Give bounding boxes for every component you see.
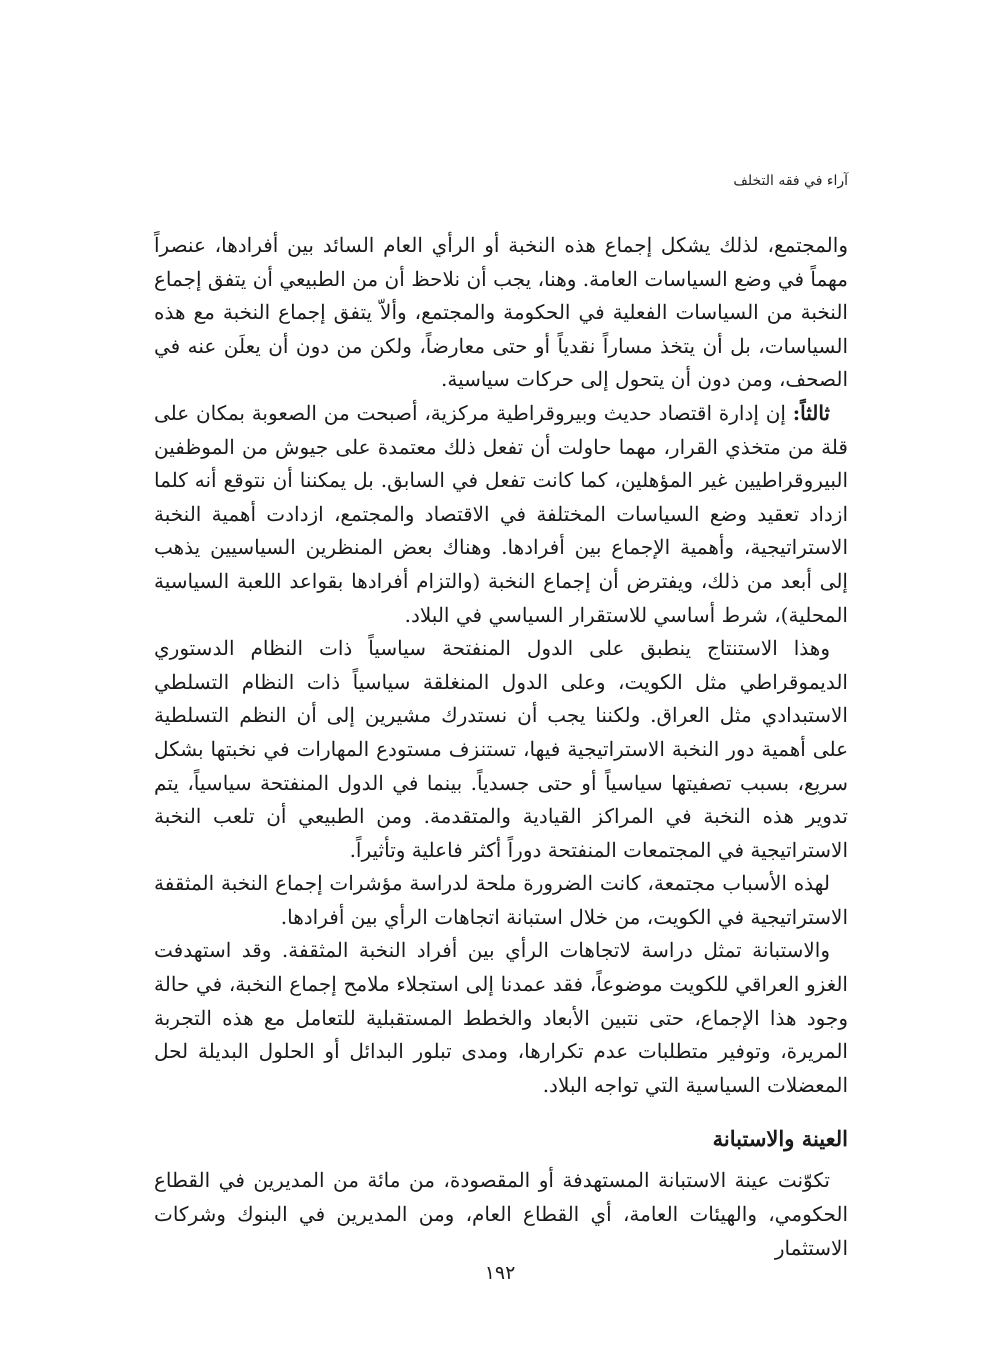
page-number: ١٩٢	[484, 1262, 516, 1284]
paragraph-5: والاستبانة تمثل دراسة لاتجاهات الرأي بين أفراد النخبة المثقفة. وقد استهدفت الغزو العراقي للكويت موضوعاً، فقد عمدنا إلى استجلاء ملامح إجماع النخبة، في حالة وجود هذا الإجماع، حتى نتبين الأبعاد والخطط المستقبلية للتعامل مع هذه التجربة المريرة، وتوفير متطلبات عدم تكرارها، ومدى تبلور البدائل أو الحلول البديلة لحل المعضلات السياسية التي تواجه البلاد.	[154, 938, 848, 1097]
section-heading: العينة والاستبانة	[712, 1126, 848, 1152]
paragraph-2	[154, 397, 848, 632]
section-paragraph: تكوّنت عينة الاستبانة المستهدفة أو المقصودة، من مائة من المديرين في القطاع الحكومي، والهيئات العامة، أي القطاع العام، ومن المديرين في البنوك وشركات الاستثمار	[154, 1168, 848, 1260]
running-header: آراء في فقه التخلف	[733, 173, 848, 189]
paragraph-3: وهذا الاستنتاج ينطبق على الدول المنفتحة سياسياً ذات النظام الدستوري الديموقراطي مثل الكويت، وعلى الدول المنغلقة سياسياً ذات النظام التسلطي الاستبدادي مثل العراق. ولكننا يجب أن نستدرك مشيرين إلى أن النظم التسلطية على أهمية دور النخبة الاستراتيجية فيها، تستنزف مستودع المهارات في نخبتها بشكل سريع، بسبب تصفيتها سياسياً أو حتى جسدياً. بينما في الدول المنفتحة سياسياً، يتم تدوير هذه النخبة في المراكز القيادية والمتقدمة. ومن الطبيعي أن تلعب النخبة الاستراتيجية في المجتمعات المنفتحة دوراً أكثر فاعلية وتأثيراً.	[154, 636, 848, 862]
paragraph-2-text: إن إدارة اقتصاد حديث وبيروقراطية مركزية، أصبحت من الصعوبة بمكان على قلة من متخذي القرار، مهما حاولت أن تفعل ذلك معتمدة على جيوش من الموظفين البيروقراطيين غير المؤهلين، كما كانت تفعل في السابق. بل يمكننا أن نتوقع أنه كلما ازداد تعقيد وضع السياسات المختلفة في الاقتصاد والمجتمع، ازدادت أهمية النخبة الاستراتيجية، وأهمية الإجماع بين أفرادها. وهناك بعض المنظرين السياسيين يذهب إلى أبعد من ذلك، ويفترض أن إجماع النخبة (والتزام أفرادها بقواعد اللعبة السياسية المحلية)، شرط أساسي للاستقرار السياسي في البلاد.	[154, 400, 848, 627]
body-text	[154, 229, 848, 1265]
paragraph-lead: ثالثاً:	[792, 400, 830, 425]
paragraph-4: لهذه الأسباب مجتمعة، كانت الضرورة ملحة لدراسة مؤشرات إجماع النخبة المثقفة الاستراتيجية في الكويت، من خلال استبانة اتجاهات الرأي بين أفرادها.	[154, 871, 848, 929]
paragraph-1: والمجتمع، لذلك يشكل إجماع هذه النخبة أو الرأي العام السائد بين أفرادها، عنصراً مهماً في وضع السياسات العامة. وهنا، يجب أن نلاحظ أن من الطبيعي أن يتفق إجماع النخبة من السياسات الفعلية في الحكومة والمجتمع، وألاّ يتفق إجماع النخبة مع هذه السياسات، بل أن يتخذ مساراً نقدياً أو حتى معارضاً، ولكن من دون أن يعلَن عنه في الصحف، ومن دون أن يتحول إلى حركات سياسية.	[154, 233, 848, 392]
